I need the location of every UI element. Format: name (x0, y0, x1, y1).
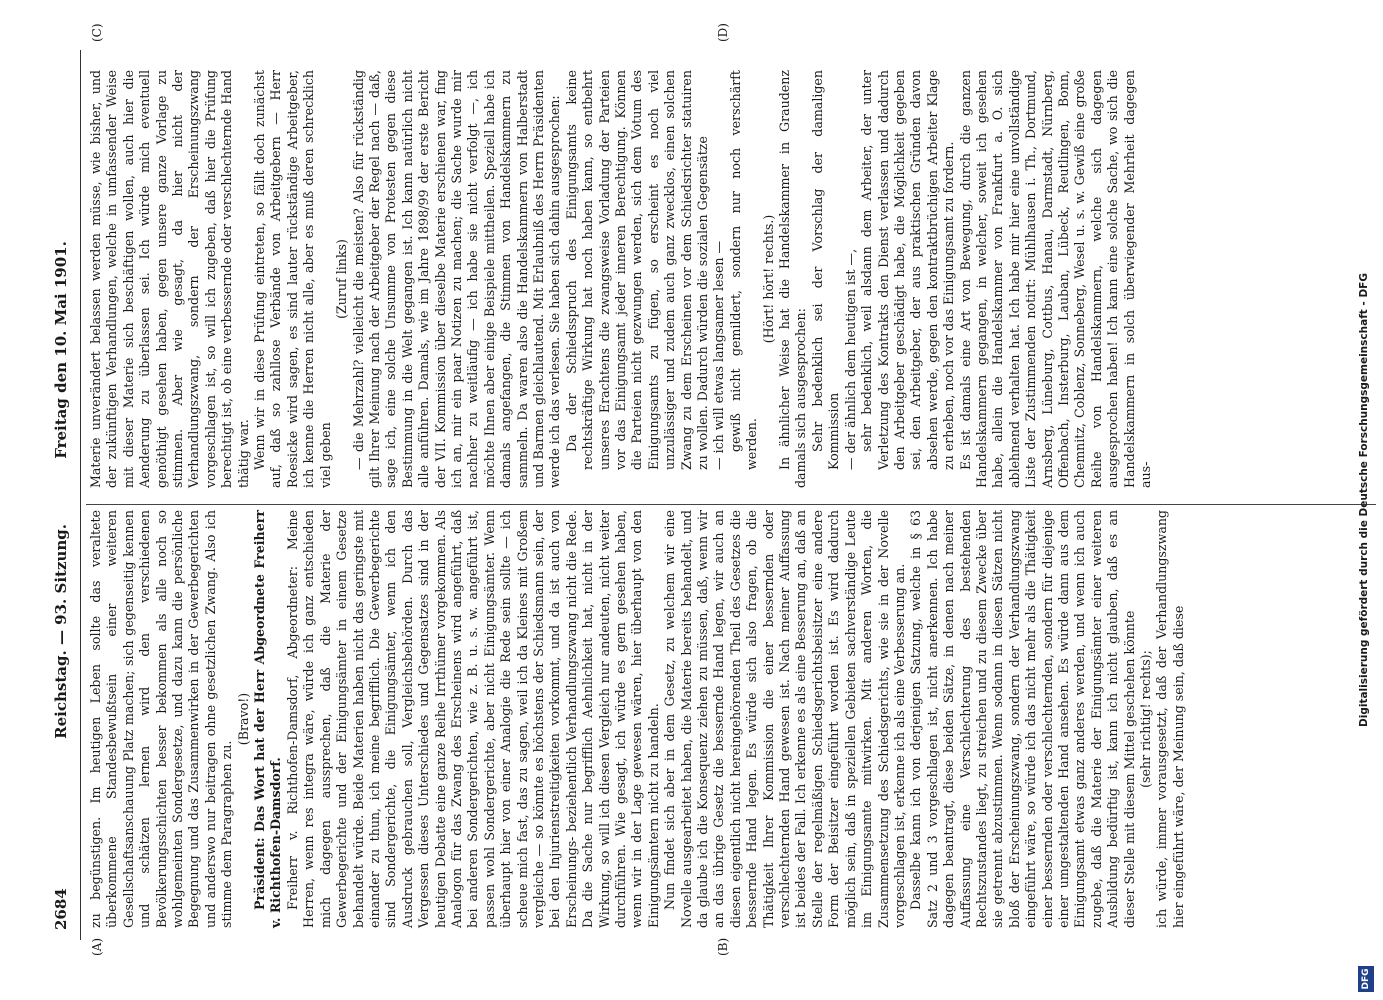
header-right: Freitag den 10. Mai 1901. (52, 241, 70, 459)
left-column (88, 510, 1187, 928)
paragraph: Dasselbe kann ich von derjenigen Satzung, welche in § 63 Satz 2 und 3 vorgeschlagen ist, nicht anerkennen. Ich habe dagegen beantragt, diese beiden Sätze, in denen nach meiner Auffassung eine Verschlechterung des bestehenden Rechtszustandes liegt, zu streichen und zu diesem Zwecke über sie getrennt abzustimmen. Wenn sodann in diesen Sätzen nicht bloß der Erscheinungszwang, sondern der Verhandlungszwang eingeführt wäre, so würde ich das nicht mehr als die Thätigkeit einer bessernden oder verschlechternden, sondern für diejenige einer umgestaltenden Hand ansehen. Es würde dann aus dem Einigungsamt etwas ganz anderes werden, und wenn ich auch zugebe, daß die Materie der Einigungsämter einer weiteren Ausbildung bedürftig ist, kann ich nicht glauben, daß es an dieser Stelle mit diesem Mittel geschehen könnte (908, 510, 1137, 928)
paragraph: zu begünstigen. Im heutigen Leben sollte das veraltete überkommene Standesbewußtsein einer weiteren Gesellschaftsanschauung Platz machen; sich gegenseitig kennen und schätzen lernen wird den verschiedenen Bevölkerungsschichten besser bekommen als alle noch so wohlgemeinten Sondergesetze, und dazu kann die persönliche Begegnung und das Zusammenwirken in der Gewerbegerichten und anderswo nur beitragen ohne gesetzlichen Zwang. Also ich stimme dem Paragraphen zu. (88, 510, 235, 928)
paragraph: Materie unverändert belassen werden müsse, wie bisher, und der zukünftigen Verhandlungen, welche in umfassender Weise mit dieser Materie sich beschäftigen wollen, auch hier die Aenderung zu überlassen sei. Ich würde mich eventuell genöthigt gesehen haben, gegen unsere ganze Vorlage zu stimmen. Aber wie gesagt, da hier nicht der Verhandlungszwang, sondern der Erscheinungszwang vorgeschlagen ist, so will ich zugeben, daß hier die Prüfung berechtigt ist, ob eine verbessernde oder verschlechternde Hand thätig war. (88, 70, 251, 488)
right-column (88, 70, 1154, 488)
digitization-footer: Digitalisierung gefördert durch die Deutsche Forschungsgemeinschaft - DFG (1358, 273, 1370, 727)
paragraph: Wenn wir in diese Prüfung eintreten, so fällt doch zunächst auf, daß so zahllose Verbände von Arbeitgebern — Herr Roesicke wird sagen, es sind lauter rückständige Arbeitgeber, ich kenne die Herren nicht alle, aber es muß deren schrecklich viel geben (252, 70, 333, 488)
interjection: (Hört! hört! rechts.) (760, 214, 776, 344)
margin-mark-c: (C) (90, 23, 104, 42)
interjection: (Zuruf links) (334, 239, 350, 319)
paragraph: Nun findet sich aber in dem Gesetz, zu welchem wir eine Novelle ausgearbeitet haben, die Materie bereits behandelt, und da glaube ich die Konsequenz ziehen zu müssen, daß, wenn wir an das übrige Gesetz die bessernde Hand legen, wir auch an diesen eigentlich nicht hereingehörenden Theil des Gesetzes die bessernde Hand legen. Es würde sich also fragen, ob die Thätigkeit Ihrer Kommission die einer bessernden oder verschlechternden Hand gewesen ist. Nach meiner Auffassung ist beides der Fall. Ich erkenne es als eine Besserung an, daß an Stelle der regelmäßigen Schiedsgerichtsbeisitzer eine andere Form der Beisitzer eingeführt worden ist. Es wird dadurch möglich sein, daß in speziellen Gebieten sachverständige Leute im Einigungsamte mitwirken. Mit anderen Worten, die Zusammensetzung des Schiedsgerichts, wie sie in der Novelle vorgeschlagen ist, erkenne ich als eine Verbesserung an. (662, 510, 907, 928)
margin-mark-a: (A) (90, 937, 104, 956)
column-rule (86, 504, 1376, 505)
running-header (52, 50, 78, 930)
page-number: 2684 (52, 888, 70, 930)
interjection: (sehr richtig! rechts); (1138, 650, 1153, 788)
paragraph: In ähnlicher Weise hat die Handelskammer in Graudenz damals sich ausgesprochen: (777, 70, 809, 488)
quotation: Sehr bedenklich sei der Vorschlag der damaligen Kommission (809, 70, 842, 470)
margin-mark-d: (D) (716, 23, 730, 42)
margin-mark-b: (B) (716, 937, 730, 956)
header-rule (80, 50, 81, 940)
quotation: gewiß nicht gemildert, sondern nur noch verschärft werden. (727, 70, 760, 470)
header-title (52, 50, 70, 930)
speaker-line: Präsident: Das Wort hat der Herr Abgeordnete Freiherr v. Richthofen-Damsdorf. (252, 510, 284, 928)
paragraph: — die Mehrzahl? vielleicht die meisten? Also für rückständig gilt Ihrer Meinung nach der Arbeitgeber der Regel nach — daß, sage ich, eine solche Unsumme von Protesten gegen diese Bestimmung in die Welt gegangen ist. Ich kann natürlich nicht alle anführen. Damals, wie im Jahre 1898/99 der erste Bericht der VII. Kommission über dieselbe Materie erschienen war, fing ich an, mir ein paar Notizen zu machen; die Sache wurde mir nachher zu weitläufig — ich habe sie nicht verfolgt —, ich möchte Ihnen aber einige Beispiele mittheilen. Speziell habe ich damals angefangen, die Stimmen von Handelskammern zu sammeln. Da waren also die Handelskammern von Halberstadt und Barmen gleichlautend. Mit Erlaubniß des Herrn Präsidenten werde ich das verlesen. Sie haben sich dahin ausgesprochen: (350, 70, 563, 488)
header-left: Reichstag. — 93. Sitzung. (52, 524, 70, 739)
paragraph: Freiherr v. Richthofen-Damsdorf, Abgeordneter: Meine Herren, wenn res integra wäre, würde ich ganz entschieden mich dagegen aussprechen, daß die Materie der Gewerbegerichte und der Einigungsämter in einem Gesetze behandelt würde. Beide Materien haben nicht das geringste mit einander zu thun, ich meine begrifflich. Die Gewerbegerichte sind Sondergerichte, die Einigungsämter, wenn ich den Ausdruck gebrauchen soll, Vergleichsbehörden. Durch das Vergessen dieses Unterschiedes und Gegensatzes sind in der heutigen Debatte eine ganze Reihe Irrthümer vorgekommen. Als Analogon für das Zwang des Erscheinens wird angeführt, daß bei anderen Sondergerichten, wie z. B. u. s. w. angeführt ist, passen wohl Sondergerichte, aber nicht Einigungsämter. Wenn überhaupt hier von einer Analogie die Rede sein sollte — ich scheue mich fast, das zu sagen, weil ich da Kleines mit Großem vergleiche — so könnte es höchstens der Schiedsmann sein, der bei den Injurienstreitigkeiten vorkommt, und da ist auch von Erscheinungs- beziehentlich Verhandlungszwang nicht die Rede. Da die Sache nur begrifflich Aehnlichkeit hat, nicht in der Wirkung, so will ich diesen Vergleich nur andeuten, nicht weiter durchführen. Wie gesagt, ich würde es gern gesehen haben, wenn wir in der Lage gewesen wären, hier überhaupt von den Einigungsämtern nicht zu handeln. (284, 510, 661, 928)
quotation: Da der Schiedsspruch des Einigungsamts keine rechtskräftige Wirkung hat noch haben kann, so entbehrt unseres Erachtens die zwangsweise Vorladung der Parteien vor das Einigungsamt jeder inneren Berechtigung. Können die Parteien nicht gezwungen werden, sich dem Votum des Einigungsamts zu fügen, so erscheint es noch viel unzulässiger und zudem auch ganz zwecklos, einen solchen Zwang zu dem Erscheinen vor dem Schiedsrichter statuiren zu wollen. Dadurch würden die sozialen Gegensätze (563, 70, 711, 470)
quotation: sehr bedenklich, weil alsdann dem Arbeiter, der unter Verletzung des Kontrakts den Dienst verlassen und dadurch den Arbeitgeber geschädigt habe, die Möglichkeit gegeben sei, den Arbeitgeber, der aus praktischen Gründen davon absehen werde, gegen den kontraktbrüchigen Arbeiter Klage zu erheben, noch vor das Einigungsamt zu fordern. (859, 70, 957, 470)
dfg-logo: DFG (1358, 966, 1374, 992)
paragraph: ich würde, immer vorausgesetzt, daß der Verhandlungszwang hier eingeführt wäre, der Meinung sein, daß diese (1154, 510, 1186, 928)
interjection: (Bravo!) (235, 692, 251, 746)
interjection: — ich will etwas langsamer lesen — (711, 240, 727, 470)
paragraph: Es ist damals eine Art von Bewegung, durch die ganzen Handelskammern gegangen, in welcher, soweit ich gesehen habe, allein die Handelskammer von Frankfurt a. O. sich ablehnend verhalten hat. Ich habe mir hier eine unvollständige Liste der Zustimmenden notirt: Mühlhausen i. Th., Dortmund, Arnsberg, Lüneburg, Cottbus, Hanau, Darmstadt, Nürnberg, Offenbach, Insterburg, Lauban, Lübeck, Reutlingen, Bonn, Chemnitz, Coblenz, Sonneberg, Wesel u. s. w. Gewiß eine große Reihe von Handelskammern, welche sich dagegen ausgesprochen haben! Ich kann eine solche Sache, wo sich die Handelskammern in solch überwiegender Mehrheit dagegen aus- (957, 70, 1153, 488)
interjection: — der ähnlich dem heutigen ist —, (842, 248, 858, 470)
